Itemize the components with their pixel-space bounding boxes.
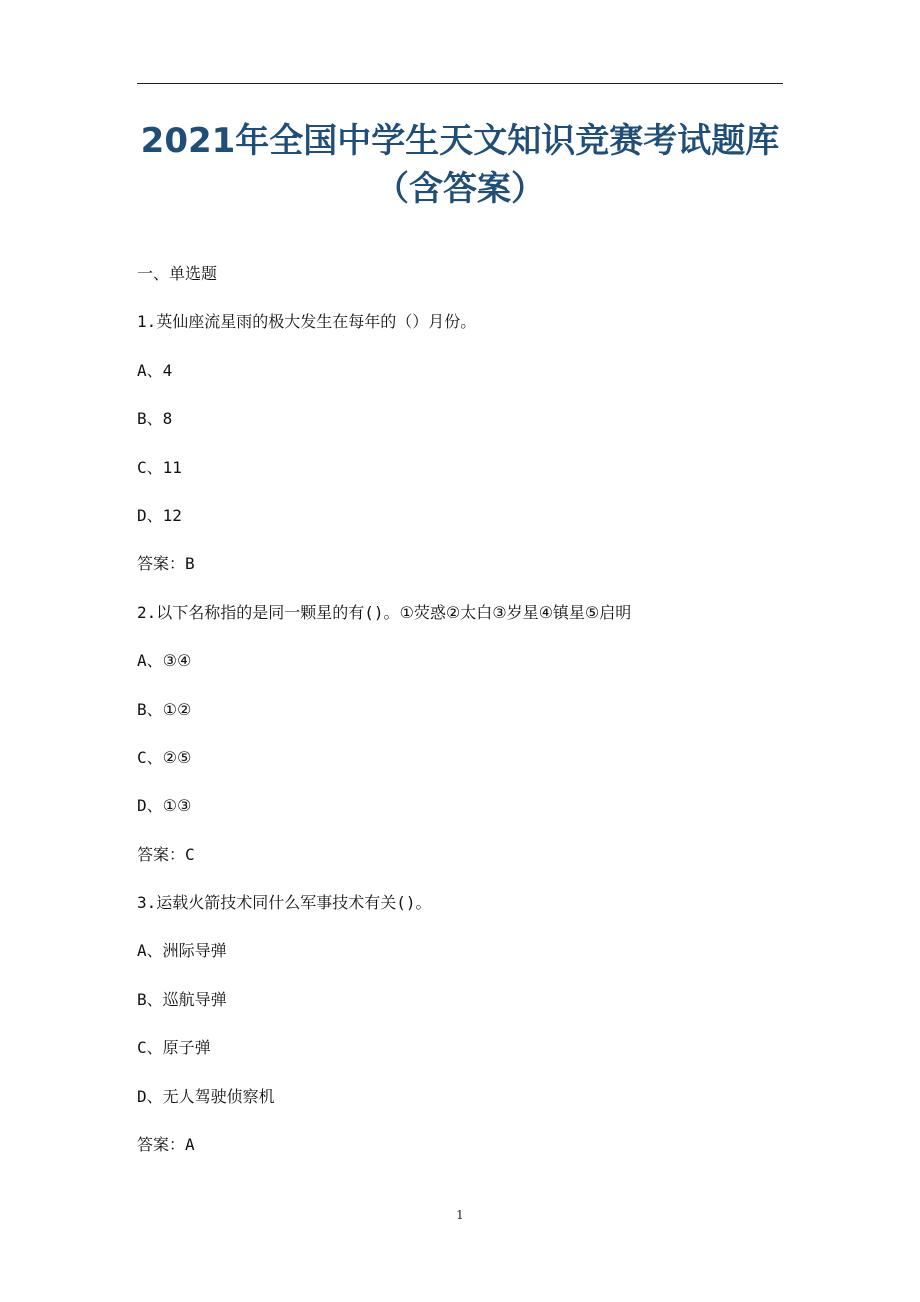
header-rule bbox=[137, 83, 783, 84]
option-d: D、①③ bbox=[137, 796, 192, 816]
page-number: 1 bbox=[456, 1208, 464, 1222]
question-stem: 2.以下名称指的是同一颗星的有()。①荧惑②太白③岁星④镇星⑤启明 bbox=[137, 602, 632, 622]
option-a: A、③④ bbox=[137, 651, 192, 671]
document-subtitle: （含答案） bbox=[375, 169, 545, 209]
option-d: D、12 bbox=[137, 505, 182, 525]
option-a: A、洲际导弹 bbox=[137, 941, 227, 961]
option-c: C、11 bbox=[137, 457, 182, 477]
document-body bbox=[137, 262, 797, 1181]
document-title: 2021年全国中学生天文知识竞赛考试题库 bbox=[140, 121, 780, 161]
question-3 bbox=[137, 891, 797, 1181]
question-stem: 3.运载火箭技术同什么军事技术有关()。 bbox=[137, 893, 432, 913]
option-a: A、4 bbox=[137, 360, 173, 380]
question-1 bbox=[137, 310, 797, 600]
option-b: B、①② bbox=[137, 699, 192, 719]
answer: 答案：A bbox=[137, 1135, 195, 1155]
option-c: C、②⑤ bbox=[137, 747, 192, 767]
question-2 bbox=[137, 601, 797, 891]
answer: 答案：B bbox=[137, 554, 195, 574]
section-heading: 一、单选题 bbox=[137, 264, 218, 283]
option-b: B、巡航导弹 bbox=[137, 989, 227, 1009]
option-d: D、无人驾驶侦察机 bbox=[137, 1086, 275, 1106]
option-c: C、原子弹 bbox=[137, 1038, 211, 1058]
option-b: B、8 bbox=[137, 409, 173, 429]
answer: 答案：C bbox=[137, 844, 195, 864]
question-stem: 1.英仙座流星雨的极大发生在每年的（）月份。 bbox=[137, 312, 477, 332]
